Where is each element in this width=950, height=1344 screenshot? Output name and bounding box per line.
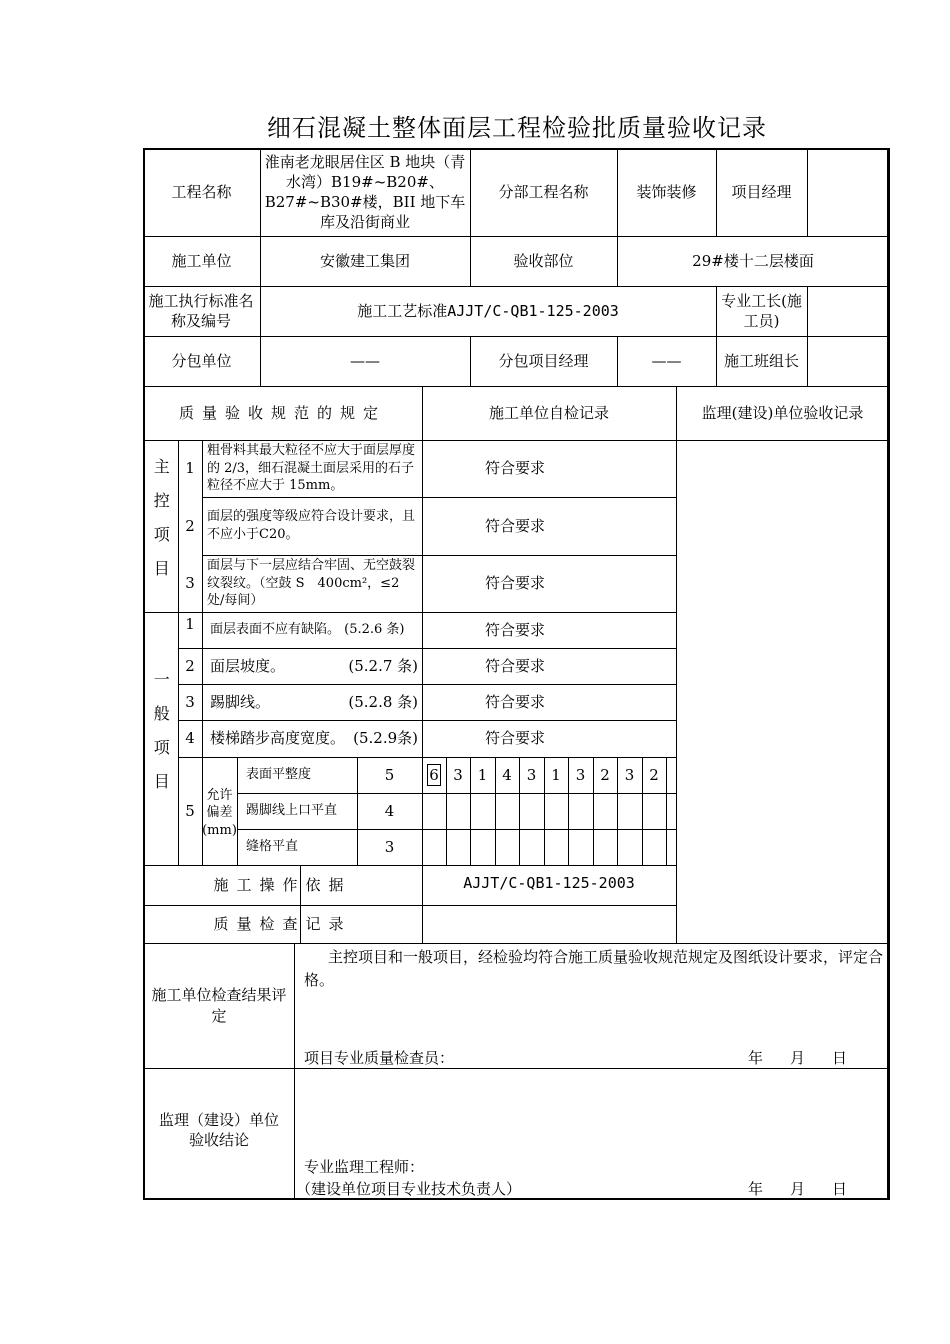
basis-label: 施工操作依据 (213, 875, 352, 894)
subcontractor-label: 分包单位 (171, 351, 232, 370)
team-leader-value[interactable] (807, 336, 889, 386)
standard-value (260, 286, 716, 336)
date-day: 日 (832, 1049, 848, 1067)
page-title: 细石混凝土整体面层工程检验批质量验收记录 (267, 114, 767, 142)
foreman-label: 专业工长(施工员) (721, 291, 802, 330)
main-item-result: 符合要求 (484, 459, 545, 478)
item-clause: (5.2.7 条) (348, 656, 418, 675)
date-year: 年 (748, 1049, 764, 1067)
general-item-no: 1 (185, 615, 195, 633)
main-item-text: 面层与下一层应结合牢固、无空鼓裂纹裂纹。（空鼓 S 400cm²，≤2 处/每间） (207, 558, 416, 609)
date-month: 月 (790, 1180, 806, 1198)
deviation-name: 踢脚线上口平直 (246, 803, 338, 819)
measurement-cell[interactable]: 3 (575, 765, 586, 784)
deviation-limit: 3 (384, 837, 395, 856)
general-item-text (210, 684, 418, 720)
deviation-name: 缝格平直 (246, 839, 299, 855)
sub-project-label: 分部工程名称 (498, 182, 589, 201)
basis-value: AJJT/C-QB1-125-2003 (463, 874, 635, 892)
divider (237, 757, 238, 865)
supervisor-eval-label: 监理（建设）单位验收结论 (158, 1110, 279, 1149)
measurement-cell[interactable]: 3 (453, 765, 463, 784)
general-item-text: 面层表面不应有缺陷。 (5.2.6 条) (210, 622, 405, 638)
item-description: 楼梯踏步高度宽度。 (210, 729, 346, 748)
divider (202, 440, 203, 757)
standard-label: 施工执行标准名称及编号 (148, 291, 254, 330)
project-manager-value[interactable] (807, 148, 889, 236)
engineer-label: 专业监理工程师： (304, 1158, 425, 1176)
general-items-group-label: 一般项目 (151, 670, 171, 807)
team-leader-label: 施工班组长 (723, 351, 799, 370)
supervision-column-header: 监理(建设)单位验收记录 (701, 403, 864, 422)
spec-column-header: 质量验收规范的规定 (178, 403, 386, 422)
divider (294, 943, 295, 1200)
measurement-cell[interactable]: 2 (649, 765, 659, 784)
inspector-label: 项目专业质量检查员： (304, 1049, 455, 1067)
item-description: 踢脚线。 (210, 692, 271, 711)
general-item-result: 符合要求 (484, 729, 545, 748)
general-item-text (210, 720, 418, 757)
deviation-limit: 5 (384, 765, 395, 784)
deviation-item-no: 5 (185, 801, 195, 820)
measurement-cell[interactable]: 2 (600, 765, 610, 784)
date-month: 月 (790, 1049, 806, 1067)
quality-record-value[interactable] (422, 905, 676, 943)
divider (143, 1068, 890, 1069)
item-clause: (5.2.9条) (353, 729, 418, 748)
divider (676, 386, 677, 943)
self-check-column-header: 施工单位自检记录 (488, 403, 609, 422)
measurement-cell[interactable]: 1 (477, 765, 488, 784)
general-item-result: 符合要求 (484, 692, 545, 711)
main-items-group-label: 主控项目 (151, 458, 171, 594)
project-name-value: 淮南老龙眼居住区 B 地块（青水湾）B19#~B20#、B27#~B30#楼，BII 地下车库及沿街商业 (264, 152, 466, 232)
main-item-result: 符合要求 (484, 574, 545, 593)
main-item-result: 符合要求 (484, 516, 545, 535)
sub-manager-label: 分包项目经理 (498, 351, 589, 370)
general-item-result: 符合要求 (484, 620, 545, 639)
inspection-part-label: 验收部位 (513, 251, 574, 270)
main-item-no: 3 (185, 574, 195, 593)
deviation-label: 允许偏差(mm) (202, 787, 237, 838)
foreman-value[interactable] (807, 286, 889, 336)
general-item-text (210, 648, 418, 684)
owner-label: （建设单位项目专业技术负责人） (296, 1180, 522, 1198)
subcontractor-value: —— (350, 351, 380, 370)
measurement-cell[interactable] (422, 757, 446, 793)
divider (666, 757, 667, 865)
standard-code: AJJT/C-QB1-125-2003 (447, 301, 619, 320)
measurement-cell[interactable]: 4 (502, 765, 512, 784)
measurement-cell[interactable]: 3 (624, 765, 635, 784)
contractor-label: 施工单位 (171, 251, 232, 270)
sub-manager-value: —— (651, 351, 682, 370)
item-clause: (5.2.8 条) (348, 692, 418, 711)
project-manager-label: 项目经理 (731, 182, 792, 201)
general-item-no: 3 (185, 692, 195, 711)
quality-record-label: 质量检查记录 (213, 914, 352, 933)
main-item-no: 1 (185, 459, 195, 478)
main-item-text: 粗骨料其最大粒径不应大于面层厚度的 2/3，细石混凝土面层采用的石子粒径不应大于 15mm。 (207, 443, 416, 494)
general-item-no: 4 (185, 729, 195, 748)
contractor-eval-label: 施工单位检查结果评定 (151, 986, 287, 1025)
main-item-no: 2 (185, 516, 195, 535)
measurement-cell[interactable]: 1 (551, 765, 561, 784)
main-item-text: 面层的强度等级应符合设计要求，且不应小于C20。 (207, 509, 416, 542)
general-item-result: 符合要求 (484, 656, 545, 675)
general-item-no: 2 (185, 656, 195, 675)
date-day: 日 (832, 1180, 848, 1198)
deviation-limit: 4 (384, 801, 395, 820)
inspection-part-value: 29#楼十二层楼面 (692, 251, 814, 270)
project-name-label: 工程名称 (171, 182, 232, 201)
standard-text: 施工工艺标准 (357, 301, 448, 320)
measurement-cell[interactable]: 3 (526, 765, 537, 784)
deviation-name: 表面平整度 (246, 767, 312, 783)
date-year: 年 (748, 1180, 764, 1198)
contractor-value: 安徽建工集团 (319, 251, 410, 270)
sub-project-value: 装饰装修 (636, 182, 697, 201)
item-description: 面层坡度。 (210, 656, 286, 675)
measurement-highlight: 6 (427, 764, 441, 786)
contractor-eval-text: 主控项目和一般项目，经检验均符合施工质量验收规范规定及图纸设计要求，评定合格。 (304, 948, 884, 989)
